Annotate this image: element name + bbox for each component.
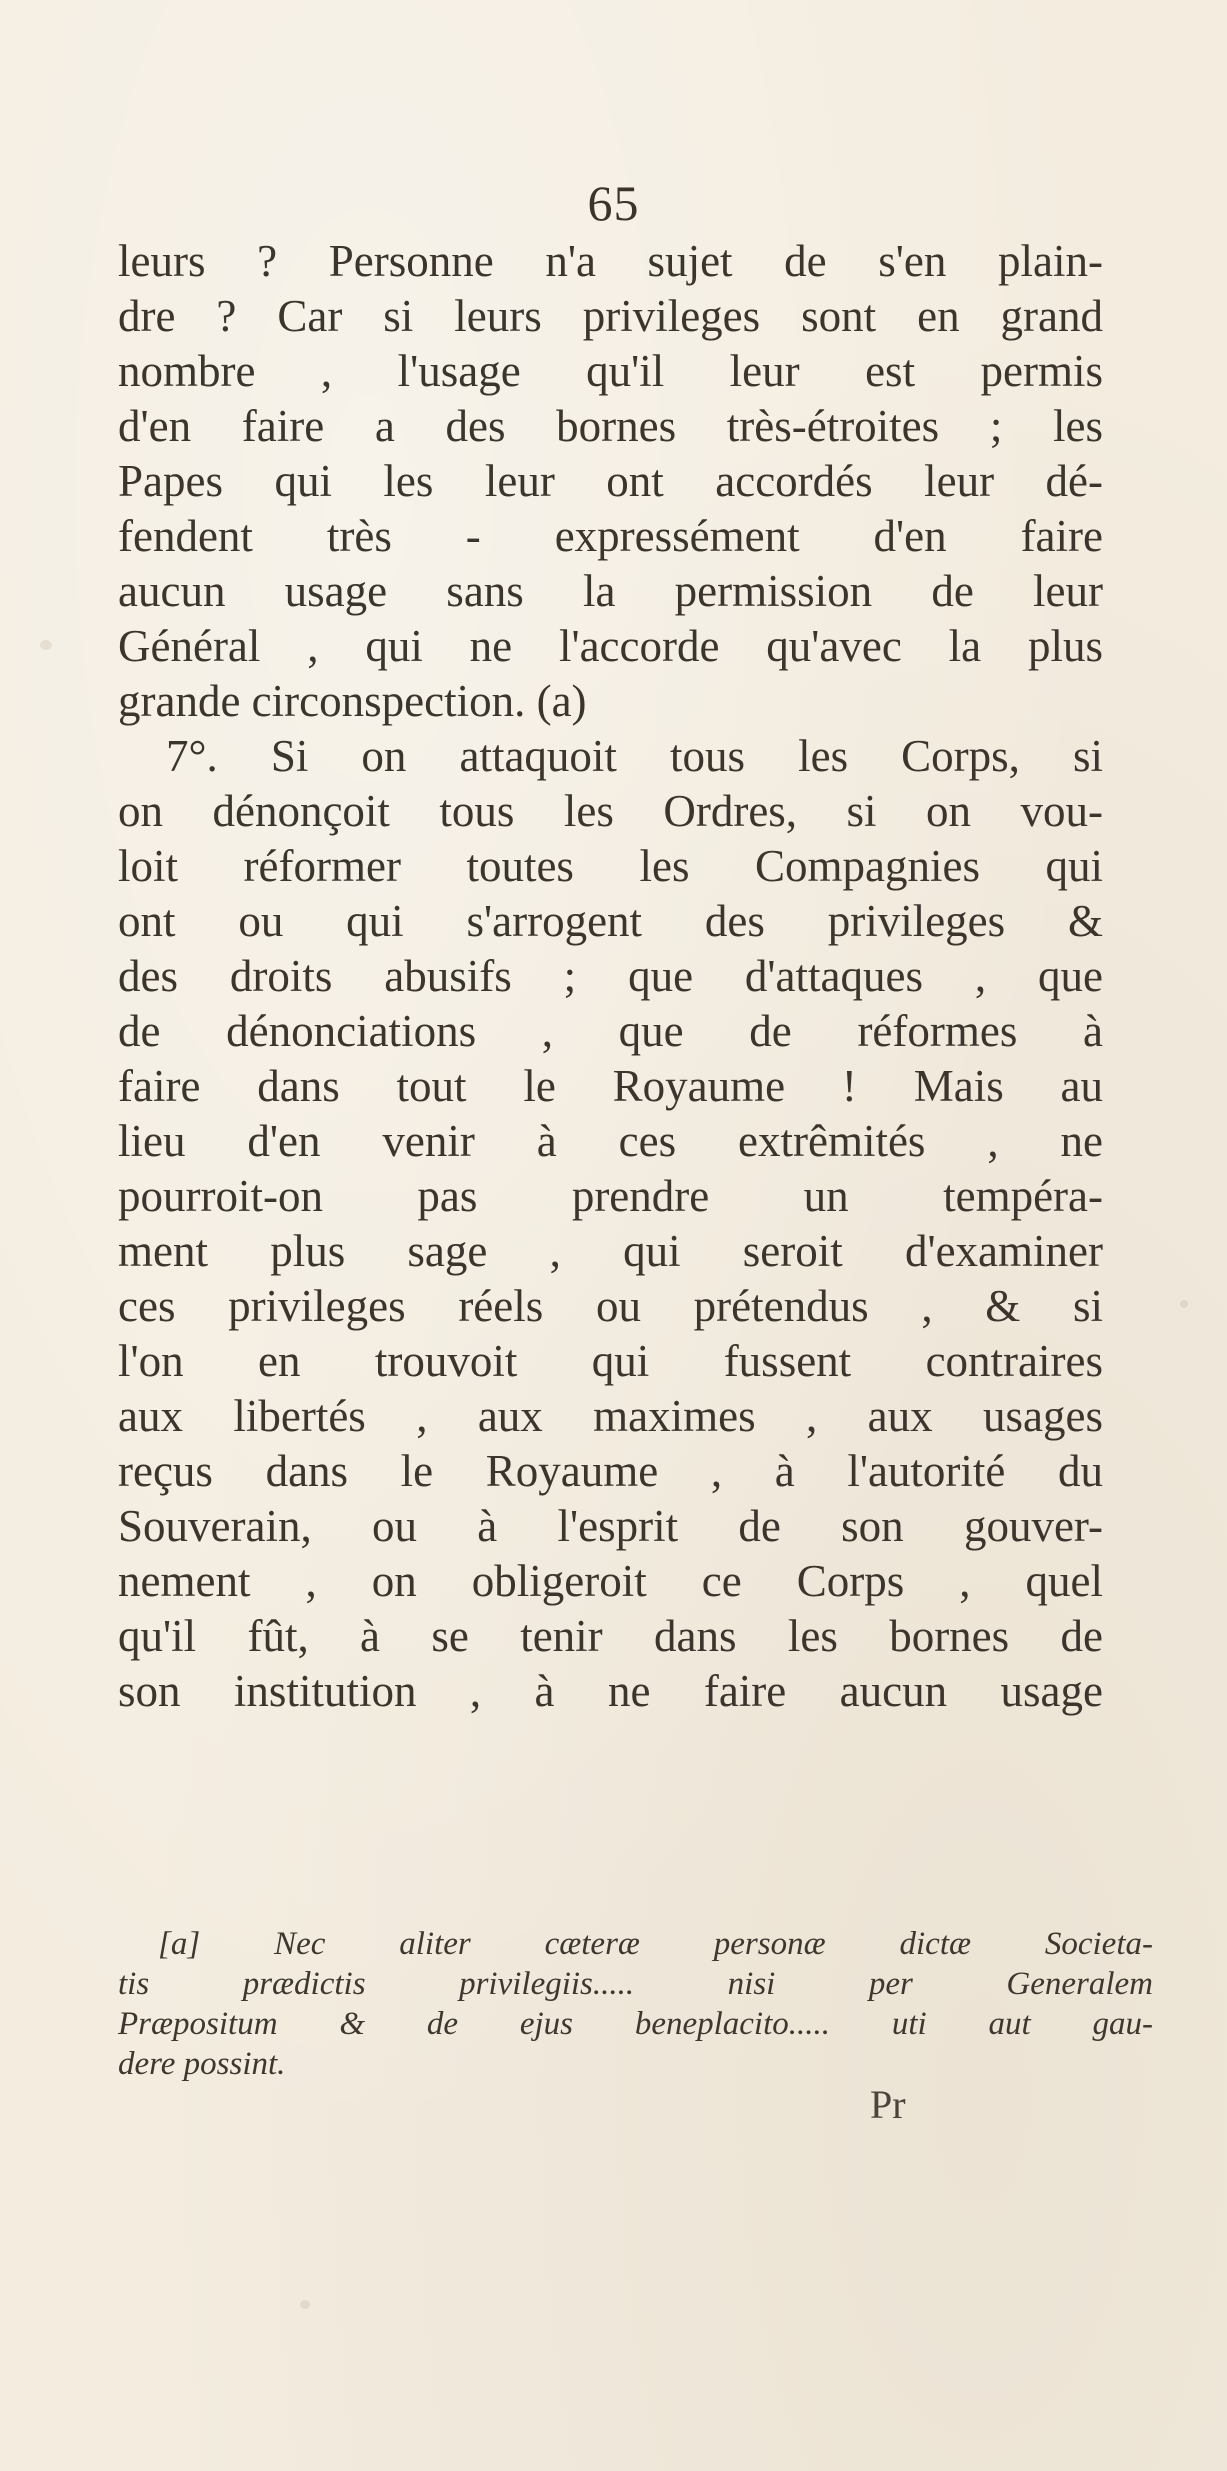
text-line: leurs ? Personne n'a sujet de s'en plain- xyxy=(118,236,1103,286)
text-line: aucun usage sans la permission de leur xyxy=(118,566,1103,616)
text-line: nombre , l'usage qu'il leur est permis xyxy=(118,346,1103,396)
text-line: 7°. Si on attaquoit tous les Corps, si xyxy=(166,731,1103,781)
footnote-line: tis prædictis privilegiis..... nisi per Generalem xyxy=(118,1966,1153,2002)
text-line: aux libertés , aux maximes , aux usages xyxy=(118,1391,1103,1441)
text-line: ment plus sage , qui seroit d'examiner xyxy=(118,1226,1103,1276)
text-line: nement , on obligeroit ce Corps , quel xyxy=(118,1556,1103,1606)
text-line: l'on en trouvoit qui fussent contraires xyxy=(118,1336,1103,1386)
text-line: Papes qui les leur ont accordés leur dé- xyxy=(118,456,1103,506)
footnote-line: [a] Nec aliter cæteræ personæ dictæ Societa- xyxy=(158,1926,1153,1962)
text-line: qu'il fût, à se tenir dans les bornes de xyxy=(118,1611,1103,1661)
text-line: pourroit-on pas prendre un tempéra- xyxy=(118,1171,1103,1221)
paper-spot xyxy=(300,2300,310,2309)
text-line: des droits abusifs ; que d'attaques , que xyxy=(118,951,1103,1001)
text-line: lieu d'en venir à ces extrêmités , ne xyxy=(118,1116,1103,1166)
text-line: de dénonciations , que de réformes à xyxy=(118,1006,1103,1056)
text-line: ces privileges réels ou prétendus , & si xyxy=(118,1281,1103,1331)
text-line: son institution , à ne faire aucun usage xyxy=(118,1666,1103,1716)
footnote xyxy=(118,1924,1153,2084)
text-line: grande circonspection. (a) xyxy=(118,676,587,726)
text-line: dre ? Car si leurs privileges sont en grand xyxy=(118,291,1103,341)
footnote-line: Præpositum & de ejus beneplacito..... uti aut gau- xyxy=(118,2006,1153,2042)
text-line: reçus dans le Royaume , à l'autorité du xyxy=(118,1446,1103,1496)
text-line: faire dans tout le Royaume ! Mais au xyxy=(118,1061,1103,1111)
footnote-line: dere possint. xyxy=(118,2046,286,2082)
body-text xyxy=(118,234,1103,1719)
text-line: Souverain, ou à l'esprit de son gouver- xyxy=(118,1501,1103,1551)
paper-spot xyxy=(40,640,52,650)
text-line: d'en faire a des bornes très-étroites ; les xyxy=(118,401,1103,451)
text-line: loit réformer toutes les Compagnies qui xyxy=(118,841,1103,891)
text-line: on dénonçoit tous les Ordres, si on vou- xyxy=(118,786,1103,836)
text-line: ont ou qui s'arrogent des privileges & xyxy=(118,896,1103,946)
page-number: 65 xyxy=(587,175,640,231)
text-line: fendent très - expressément d'en faire xyxy=(118,511,1103,561)
catchword: Pr xyxy=(870,2082,906,2127)
text-line: Général , qui ne l'accorde qu'avec la plus xyxy=(118,621,1103,671)
paper-spot xyxy=(1180,1300,1188,1308)
